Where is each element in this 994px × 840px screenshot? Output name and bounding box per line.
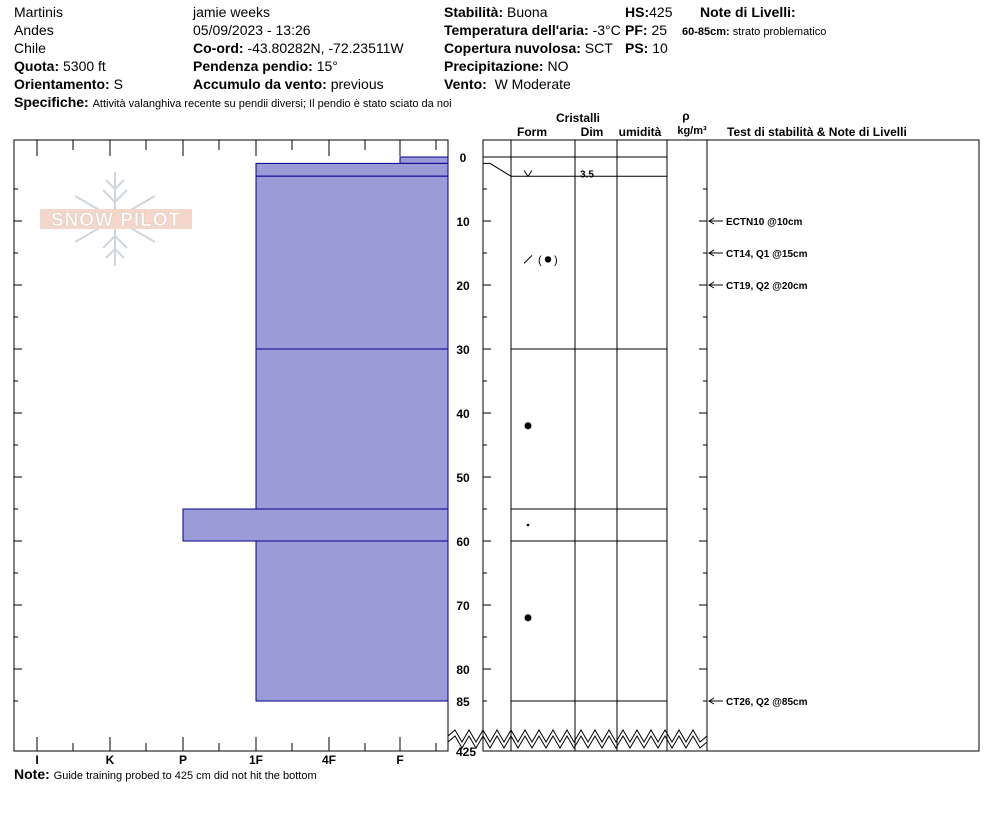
depth-label-3: 30 — [456, 343, 470, 357]
pf-value: 25 — [651, 22, 668, 38]
test-label-1: CT14, Q1 @15cm — [726, 249, 808, 260]
quota-value: 5300 ft — [63, 58, 106, 74]
test-label-3: CT26, Q2 @85cm — [726, 697, 808, 708]
wind-acc-value: previous — [330, 76, 384, 92]
slope-value: 15° — [316, 58, 338, 74]
notes-title: Note di Livelli: — [700, 4, 796, 20]
hardness-layer-2 — [256, 176, 448, 349]
hardness-layer-5 — [256, 541, 448, 701]
snowpilot-watermark — [40, 172, 192, 266]
header-rho: ρ — [682, 109, 690, 123]
wind-value: W Moderate — [494, 76, 571, 92]
header-stability: Test di stabilità & Note di Livelli — [727, 125, 907, 139]
hs-value: 425 — [649, 4, 673, 20]
break-zigzag-bottom — [448, 736, 707, 748]
hardness-label-5: F — [396, 753, 404, 767]
header-cristalli: Cristalli — [555, 111, 601, 125]
hardness-top-ticks — [37, 140, 436, 156]
paren-close-icon: ) — [554, 254, 558, 267]
watermark-text: SNOW PILOT — [50, 210, 182, 231]
header-umidita: umidità — [618, 125, 662, 139]
location-range: Andes — [14, 22, 54, 38]
depth-label-bottom: 425 — [455, 745, 477, 759]
break-zigzag-top — [448, 730, 707, 742]
wind-label: Vento: — [444, 76, 487, 92]
hardness-label-2: P — [178, 753, 188, 767]
depth-label-6: 60 — [456, 535, 470, 549]
hardness-layer-1 — [256, 163, 448, 176]
pf-label: PF: — [625, 22, 648, 38]
depth-label-7: 70 — [456, 599, 470, 613]
crystal-size-label: 3.5 — [580, 169, 594, 181]
hardness-layer-3 — [256, 349, 448, 509]
slope-label: Pendenza pendio: — [193, 58, 313, 74]
depth-label-4: 40 — [456, 407, 470, 421]
wind-acc-label: Accumulo da vento: — [193, 76, 327, 92]
temp-label: Temperatura dell'aria: — [444, 22, 589, 38]
precip-value: NO — [547, 58, 569, 74]
coord-label: Co-ord: — [193, 40, 244, 56]
observer-name: jamie weeks — [193, 4, 271, 20]
depth-label-1: 10 — [456, 215, 470, 229]
location-country: Chile — [14, 40, 46, 56]
small-rounded-grain-icon — [527, 524, 530, 527]
test-label-0: ECTN10 @10cm — [726, 217, 803, 228]
crystal-table-frame — [483, 140, 979, 751]
ps-label: PS: — [625, 40, 649, 56]
header-density-unit: kg/m³ — [677, 125, 707, 137]
hardness-bottom-ticks — [37, 737, 436, 751]
crystal-symbols — [524, 169, 594, 621]
quota-label: Quota: — [14, 58, 60, 74]
hardness-scale-labels — [35, 753, 403, 767]
orient-label: Orientamento: — [14, 76, 110, 92]
ps-value: 10 — [652, 40, 668, 56]
stab-value: Buona — [507, 4, 548, 20]
note-text: Guide training probed to 425 cm did not hit the bottom — [53, 770, 317, 782]
location-name: Martinis — [14, 4, 64, 20]
depth-label-2: 20 — [456, 279, 470, 293]
coord-value: -43.80282N, -72.23511W — [247, 40, 404, 56]
header-dim: Dim — [580, 125, 604, 139]
note-label: Note: — [14, 766, 50, 782]
test-label-2: CT19, Q2 @20cm — [726, 281, 808, 292]
cloud-value: SCT — [584, 40, 613, 56]
cloud-label: Copertura nuvolosa: — [444, 40, 581, 56]
notes-text: strato problematico — [732, 26, 827, 38]
stability-tests — [709, 217, 808, 708]
hardness-layer-0 — [400, 157, 448, 163]
header-form: Form — [517, 125, 547, 139]
observation-date: 05/09/2023 - 13:26 — [193, 22, 311, 38]
depth-label-5: 50 — [456, 471, 470, 485]
notes-range: 60-85cm: — [682, 26, 730, 38]
depth-label-0: 0 — [459, 151, 467, 165]
spec-label: Specifiche: — [14, 94, 89, 110]
decomposing-icon — [524, 255, 532, 263]
surface-hoar-icon — [524, 170, 532, 176]
stability-ticks — [483, 189, 707, 701]
hardness-layers — [183, 157, 448, 701]
hardness-label-0: I — [35, 753, 39, 767]
spec-text: Attività valanghiva recente su pendii diversi; Il pendio è stato sciato da noi — [92, 98, 452, 110]
hardness-label-3: 1F — [248, 753, 264, 767]
stab-label: Stabilità: — [444, 4, 504, 20]
hardness-label-4: 4F — [321, 753, 337, 767]
surface-connector-2 — [483, 163, 511, 176]
hardness-label-1: K — [105, 753, 115, 767]
rounded-grain-icon-2 — [525, 614, 532, 621]
rounded-grain-icon-1 — [525, 422, 532, 429]
hs-label: HS: — [625, 4, 650, 20]
rounded-grain-icon-paren — [545, 256, 551, 262]
depth-label-9: 85 — [456, 695, 470, 709]
orient-value: S — [113, 76, 123, 92]
temp-value: -3°C — [592, 22, 621, 38]
hardness-layer-4 — [183, 509, 448, 541]
paren-open-icon: ( — [538, 254, 542, 267]
precip-label: Precipitazione: — [444, 58, 544, 74]
depth-label-8: 80 — [456, 663, 470, 677]
